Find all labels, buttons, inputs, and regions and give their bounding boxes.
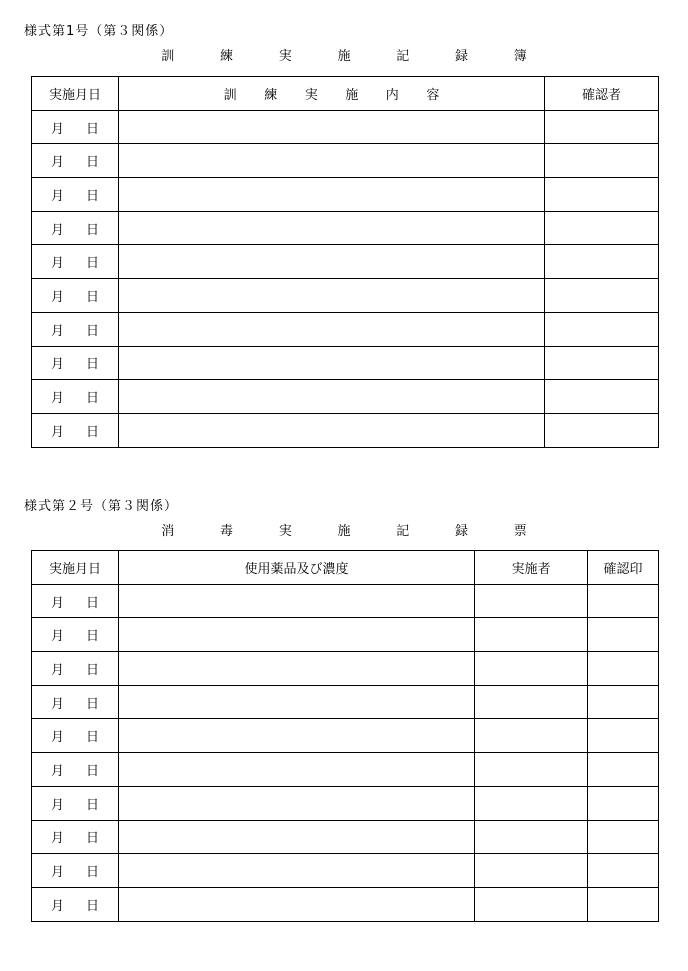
month-label: 月 — [50, 188, 64, 204]
seal-cell[interactable] — [588, 685, 659, 719]
content-cell[interactable] — [119, 279, 545, 313]
content-cell[interactable] — [119, 245, 545, 279]
content-cell[interactable] — [119, 144, 545, 178]
day-label: 日 — [86, 357, 100, 373]
month-label: 月 — [50, 289, 64, 305]
month-label: 月 — [50, 865, 64, 881]
header-seal: 確認印 — [588, 551, 659, 585]
day-label: 日 — [86, 898, 100, 914]
date-cell — [32, 887, 119, 921]
table-row — [32, 820, 659, 854]
chemical-cell[interactable] — [119, 753, 475, 787]
day-label: 日 — [86, 155, 100, 171]
operator-cell[interactable] — [475, 584, 588, 618]
day-label: 日 — [86, 289, 100, 305]
chemical-cell[interactable] — [119, 584, 475, 618]
table-row — [32, 110, 659, 144]
date-cell — [32, 652, 119, 686]
checker-cell[interactable] — [545, 279, 659, 313]
day-label: 日 — [86, 865, 100, 881]
checker-cell[interactable] — [545, 211, 659, 245]
seal-cell[interactable] — [588, 652, 659, 686]
checker-cell[interactable] — [545, 144, 659, 178]
content-cell[interactable] — [119, 110, 545, 144]
day-label: 日 — [86, 797, 100, 813]
chemical-cell[interactable] — [119, 685, 475, 719]
month-label: 月 — [50, 256, 64, 272]
header-operator: 実施者 — [475, 551, 588, 585]
day-label: 日 — [86, 629, 100, 645]
operator-cell[interactable] — [475, 685, 588, 719]
operator-cell[interactable] — [475, 854, 588, 888]
form1-label: 様式第1号（第３関係） — [24, 24, 174, 39]
checker-cell[interactable] — [545, 312, 659, 346]
seal-cell[interactable] — [588, 820, 659, 854]
header-chemical: 使用薬品及び濃度 — [119, 551, 475, 585]
table-row — [32, 346, 659, 380]
operator-cell[interactable] — [475, 820, 588, 854]
seal-cell[interactable] — [588, 618, 659, 652]
checker-cell[interactable] — [545, 380, 659, 414]
content-cell[interactable] — [119, 211, 545, 245]
month-label: 月 — [50, 831, 64, 847]
date-cell — [32, 753, 119, 787]
form1-title-text: 訓 練 実 施 記 録 簿 — [161, 49, 548, 64]
header-content: 訓 練 実 施 内 容 — [119, 77, 545, 111]
month-label: 月 — [50, 629, 64, 645]
operator-cell[interactable] — [475, 887, 588, 921]
seal-cell[interactable] — [588, 753, 659, 787]
operator-cell[interactable] — [475, 719, 588, 753]
chemical-cell[interactable] — [119, 719, 475, 753]
table-row — [32, 719, 659, 753]
month-label: 月 — [50, 662, 64, 678]
month-label: 月 — [50, 222, 64, 238]
month-label: 月 — [50, 357, 64, 373]
day-label: 日 — [86, 391, 100, 407]
header-date: 実施月日 — [32, 551, 119, 585]
date-cell — [32, 685, 119, 719]
seal-cell[interactable] — [588, 719, 659, 753]
form1-title — [0, 45, 688, 64]
seal-cell[interactable] — [588, 854, 659, 888]
checker-cell[interactable] — [545, 245, 659, 279]
month-label: 月 — [50, 898, 64, 914]
date-cell — [32, 584, 119, 618]
month-label: 月 — [50, 595, 64, 611]
header-checker: 確認者 — [545, 77, 659, 111]
day-label: 日 — [86, 831, 100, 847]
form2-title — [0, 520, 688, 539]
table-row — [32, 753, 659, 787]
date-cell — [32, 110, 119, 144]
month-label: 月 — [50, 155, 64, 171]
date-cell — [32, 380, 119, 414]
header-date: 実施月日 — [32, 77, 119, 111]
month-label: 月 — [50, 424, 64, 440]
checker-cell[interactable] — [545, 110, 659, 144]
chemical-cell[interactable] — [119, 854, 475, 888]
day-label: 日 — [86, 323, 100, 339]
chemical-cell[interactable] — [119, 652, 475, 686]
day-label: 日 — [86, 595, 100, 611]
table-row — [32, 887, 659, 921]
operator-cell[interactable] — [475, 618, 588, 652]
table-row — [32, 685, 659, 719]
month-label: 月 — [50, 730, 64, 746]
month-label: 月 — [50, 323, 64, 339]
operator-cell[interactable] — [475, 652, 588, 686]
date-cell — [32, 413, 119, 447]
date-cell — [32, 854, 119, 888]
checker-cell[interactable] — [545, 346, 659, 380]
day-label: 日 — [86, 256, 100, 272]
operator-cell[interactable] — [475, 786, 588, 820]
table-row — [32, 854, 659, 888]
day-label: 日 — [86, 696, 100, 712]
table-row — [32, 279, 659, 313]
content-cell[interactable] — [119, 178, 545, 212]
date-cell — [32, 279, 119, 313]
table-row — [32, 380, 659, 414]
month-label: 月 — [50, 763, 64, 779]
chemical-cell[interactable] — [119, 786, 475, 820]
date-cell — [32, 144, 119, 178]
date-cell — [32, 346, 119, 380]
day-label: 日 — [86, 222, 100, 238]
content-cell[interactable] — [119, 380, 545, 414]
day-label: 日 — [86, 763, 100, 779]
table-row — [32, 786, 659, 820]
month-label: 月 — [50, 797, 64, 813]
table-row — [32, 144, 659, 178]
content-cell[interactable] — [119, 413, 545, 447]
month-label: 月 — [50, 391, 64, 407]
table-row — [32, 178, 659, 212]
training-record-table — [31, 76, 659, 448]
date-cell — [32, 820, 119, 854]
table-row — [32, 652, 659, 686]
month-label: 月 — [50, 121, 64, 137]
table-row — [32, 245, 659, 279]
seal-cell[interactable] — [588, 887, 659, 921]
checker-cell[interactable] — [545, 413, 659, 447]
day-label: 日 — [86, 662, 100, 678]
seal-cell[interactable] — [588, 786, 659, 820]
operator-cell[interactable] — [475, 753, 588, 787]
chemical-cell[interactable] — [119, 820, 475, 854]
table-row — [32, 618, 659, 652]
day-label: 日 — [86, 188, 100, 204]
table-header-row — [32, 77, 659, 111]
form2-label: 様式第２号（第３関係） — [24, 499, 179, 514]
day-label: 日 — [86, 424, 100, 440]
disinfection-record-table — [31, 550, 659, 922]
date-cell — [32, 719, 119, 753]
content-cell[interactable] — [119, 346, 545, 380]
table-row — [32, 584, 659, 618]
date-cell — [32, 786, 119, 820]
date-cell — [32, 618, 119, 652]
date-cell — [32, 211, 119, 245]
form2-title-text: 消 毒 実 施 記 録 票 — [161, 524, 548, 539]
chemical-cell[interactable] — [119, 618, 475, 652]
seal-cell[interactable] — [588, 584, 659, 618]
checker-cell[interactable] — [545, 178, 659, 212]
date-cell — [32, 245, 119, 279]
table-row — [32, 211, 659, 245]
content-cell[interactable] — [119, 312, 545, 346]
month-label: 月 — [50, 696, 64, 712]
table-row — [32, 413, 659, 447]
date-cell — [32, 312, 119, 346]
table-header-row — [32, 551, 659, 585]
table-row — [32, 312, 659, 346]
date-cell — [32, 178, 119, 212]
day-label: 日 — [86, 121, 100, 137]
day-label: 日 — [86, 730, 100, 746]
chemical-cell[interactable] — [119, 887, 475, 921]
